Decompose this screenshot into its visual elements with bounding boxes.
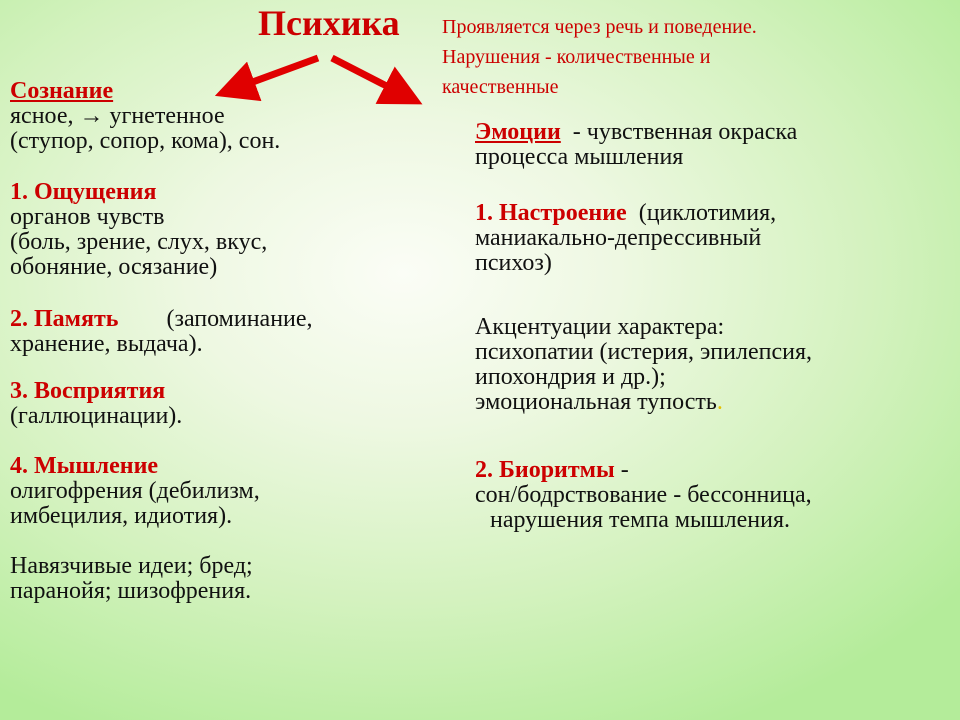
ideas-line-1: Навязчивые идеи; бред; <box>10 553 253 579</box>
consciousness-text-b: угнетенное <box>109 103 225 129</box>
consciousness-block <box>10 79 280 154</box>
emotions-line-1: - чувственная окраска <box>572 119 798 145</box>
sensations-line-1: органов чувств <box>10 204 165 230</box>
emotions-line-2: процесса мышления <box>475 144 684 170</box>
biorhythms-heading: 2. Биоритмы <box>475 457 615 483</box>
consciousness-line-2: (ступор, сопор, кома), сон. <box>10 128 281 154</box>
sensations-line-2: (боль, зрение, слух, вкус, <box>10 229 268 255</box>
mood-heading: 1. Настроение <box>475 200 627 226</box>
mood-line-1: (циклотимия, <box>638 200 777 226</box>
accent-dot: . <box>716 389 723 415</box>
memory-line-2: хранение, выдача). <box>10 331 203 357</box>
perception-line-1: (галлюцинации). <box>10 403 183 429</box>
sensations-block <box>10 180 267 280</box>
accentuation-block <box>475 315 812 415</box>
consciousness-heading: Сознание <box>10 78 114 104</box>
arrow-right <box>332 58 410 98</box>
mood-block <box>475 201 776 276</box>
mood-line-3: психоз) <box>475 250 552 276</box>
page-title: Психика <box>258 3 400 43</box>
mood-line-2: маниакально-депрессивный <box>475 225 762 251</box>
right-arrow-icon: → <box>79 103 104 129</box>
perception-block <box>10 379 182 429</box>
accent-line-1: Акцентуации характера: <box>475 314 725 340</box>
perception-heading: 3. Восприятия <box>10 378 166 404</box>
sensations-line-3: обоняние, осязание) <box>10 254 218 280</box>
accent-line-4: эмоциональная тупость <box>475 389 717 415</box>
ideas-line-2: паранойя; шизофрения. <box>10 578 252 604</box>
memory-heading: 2. Память <box>10 306 119 332</box>
biorhythms-line-1: - <box>620 457 629 483</box>
accent-line-3: ипохондрия и др.); <box>475 364 666 390</box>
accent-line-2: психопатии (истерия, эпилепсия, <box>475 339 812 365</box>
consciousness-text-a: ясное, <box>10 103 74 129</box>
emotions-heading: Эмоции <box>475 119 561 145</box>
memory-block <box>10 307 313 357</box>
ideas-block <box>10 554 253 604</box>
note-line-1: Проявляется через речь и поведение. <box>442 16 757 38</box>
biorhythms-line-2: сон/бодрствование - бессонница, <box>475 482 812 508</box>
biorhythms-line-3: нарушения темпа мышления. <box>490 507 791 533</box>
thinking-heading: 4. Мышление <box>10 453 159 479</box>
memory-line-1: (запоминание, <box>166 306 313 332</box>
thinking-block <box>10 454 260 529</box>
thinking-line-2: имбецилия, идиотия). <box>10 503 233 529</box>
emotions-block <box>475 120 797 170</box>
manifestation-note <box>442 12 757 102</box>
sensations-heading: 1. Ощущения <box>10 179 157 205</box>
biorhythms-block <box>475 458 812 533</box>
thinking-line-1: олигофрения (дебилизм, <box>10 478 260 504</box>
note-line-2: Нарушения - количественные и <box>442 46 711 68</box>
note-line-3: качественные <box>442 76 559 98</box>
